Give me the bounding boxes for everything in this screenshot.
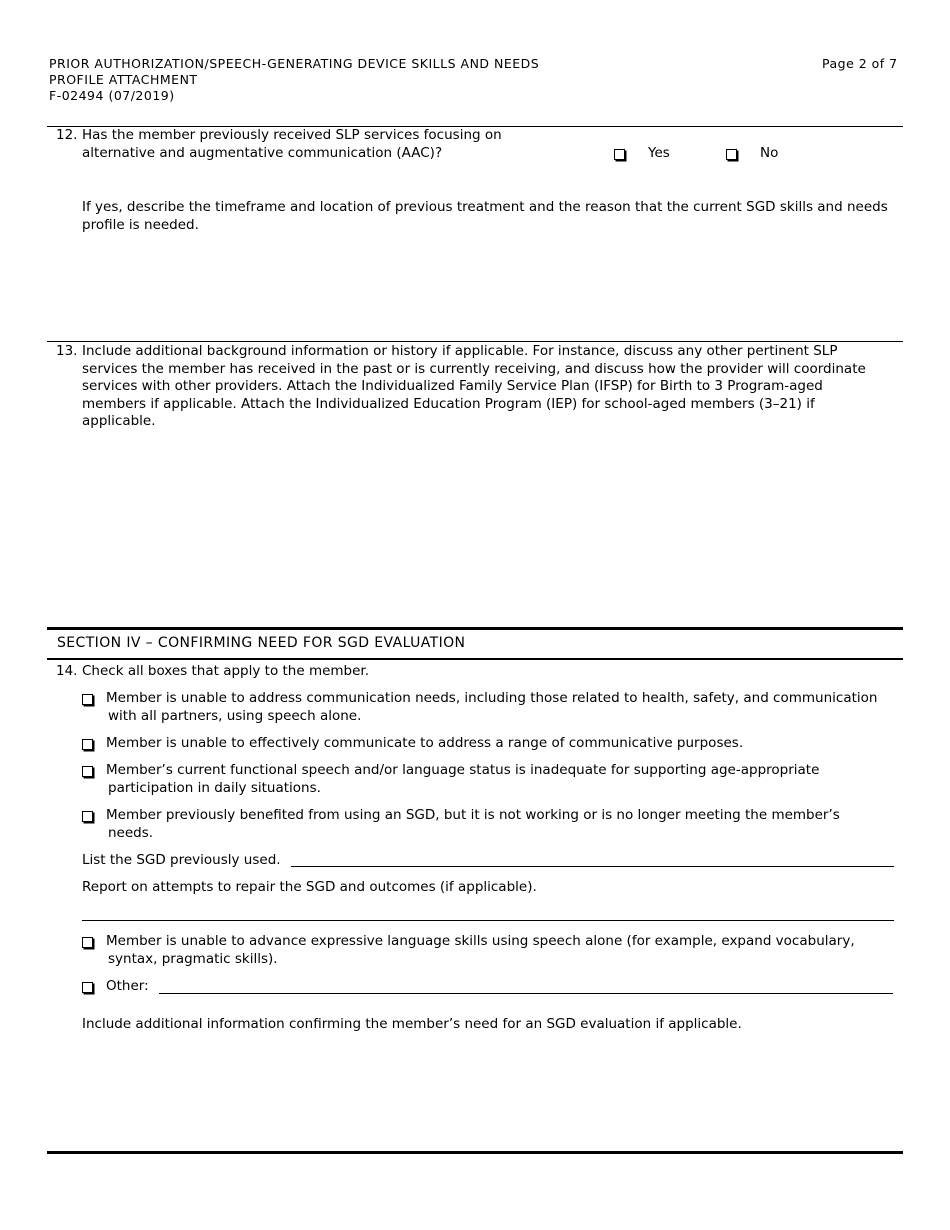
checkbox-icon[interactable] [82,982,93,993]
repair-field[interactable] [82,920,894,921]
checkbox-icon[interactable] [726,149,737,160]
q13-answer-area[interactable] [82,440,894,620]
option-text-cont: participation in daily situations. [108,779,321,796]
additional-info-label: Include additional information confirming the member’s need for an SGD evaluation if applicable. [82,1016,742,1032]
q12-line2: alternative and augmentative communication (AAC)? [82,144,443,161]
section-iv-title: SECTION IV – CONFIRMING NEED FOR SGD EVALUATION [57,635,466,651]
divider [47,341,903,342]
q12-yes-option[interactable] [614,145,670,163]
list-sgd-field[interactable] [291,866,894,867]
checkbox-icon[interactable] [82,766,93,777]
checkbox-icon[interactable] [82,937,93,948]
option-text: Member is unable to address communication needs, including those related to health, safety, and communication [106,690,878,706]
checkbox-icon[interactable] [82,811,93,822]
q14-option-inadequate-speech[interactable] [82,762,894,797]
option-text: Member previously benefited from using an SGD, but it is not working or is no longer meeting the member’s [106,807,840,823]
checkbox-icon[interactable] [614,149,625,160]
q12-number: 12. [56,127,78,143]
option-text: Member is unable to advance expressive language skills using speech alone (for example, expand vocabulary, [106,933,855,949]
option-text-cont: syntax, pragmatic skills). [108,950,278,967]
option-text-cont: with all partners, using speech alone. [108,707,362,724]
q14-option-communicative-purposes[interactable] [82,735,894,753]
q14-option-expressive-language[interactable] [82,933,894,968]
checkbox-icon[interactable] [82,694,93,705]
q12-line1: Has the member previously received SLP services focusing on [82,127,502,143]
checkbox-icon[interactable] [82,739,93,750]
option-text: Member’s current functional speech and/or language status is inadequate for supporting age-appropriate [106,762,820,778]
q14-number: 14. [56,663,78,679]
q14-option-communication-needs[interactable] [82,690,894,725]
q14-option-previous-sgd[interactable] [82,807,894,842]
section-divider [47,627,903,630]
q13-number: 13. [56,343,78,359]
form-title-line1: PRIOR AUTHORIZATION/SPEECH-GENERATING DEVICE SKILLS AND NEEDS [49,56,540,71]
section-divider [47,658,903,660]
form-number: F-02494 (07/2019) [49,88,175,103]
form-title-line2: PROFILE ATTACHMENT [49,72,198,87]
repair-label: Report on attempts to repair the SGD and outcomes (if applicable). [82,879,537,895]
q12-followup: If yes, describe the timeframe and location of previous treatment and the reason that the current SGD skills and needs profile is needed. [82,199,888,233]
q12-answer-area[interactable] [82,240,894,335]
other-field[interactable] [159,993,893,994]
q12-yes-label: Yes [648,145,670,161]
q12-no-option[interactable] [726,145,778,163]
q12-question [82,127,502,162]
bottom-divider [47,1151,903,1154]
option-text: Member is unable to effectively communicate to address a range of communicative purposes. [106,735,744,751]
q12-no-label: No [760,145,779,161]
page-number: Page 2 of 7 [822,56,898,71]
option-text-cont: needs. [108,824,154,841]
additional-info-area[interactable] [82,1040,894,1145]
q14-prompt: Check all boxes that apply to the member. [82,663,370,679]
other-label: Other: [106,978,149,994]
list-sgd-label: List the SGD previously used. [82,852,281,868]
form-title [49,56,539,104]
q13-text: Include additional background information or history if applicable. For instance, discuss any other pertinent SLP services the member has received in the past or is currently receiving, and discuss how the provider will coordinate services with other providers. Attach the Individualized Family Service Plan (IFSP) for Birth to 3 Program-aged members if applicable. Attach the Individualized Education Program (IEP) for school-aged members (3–21) if applicable. [82,343,866,429]
